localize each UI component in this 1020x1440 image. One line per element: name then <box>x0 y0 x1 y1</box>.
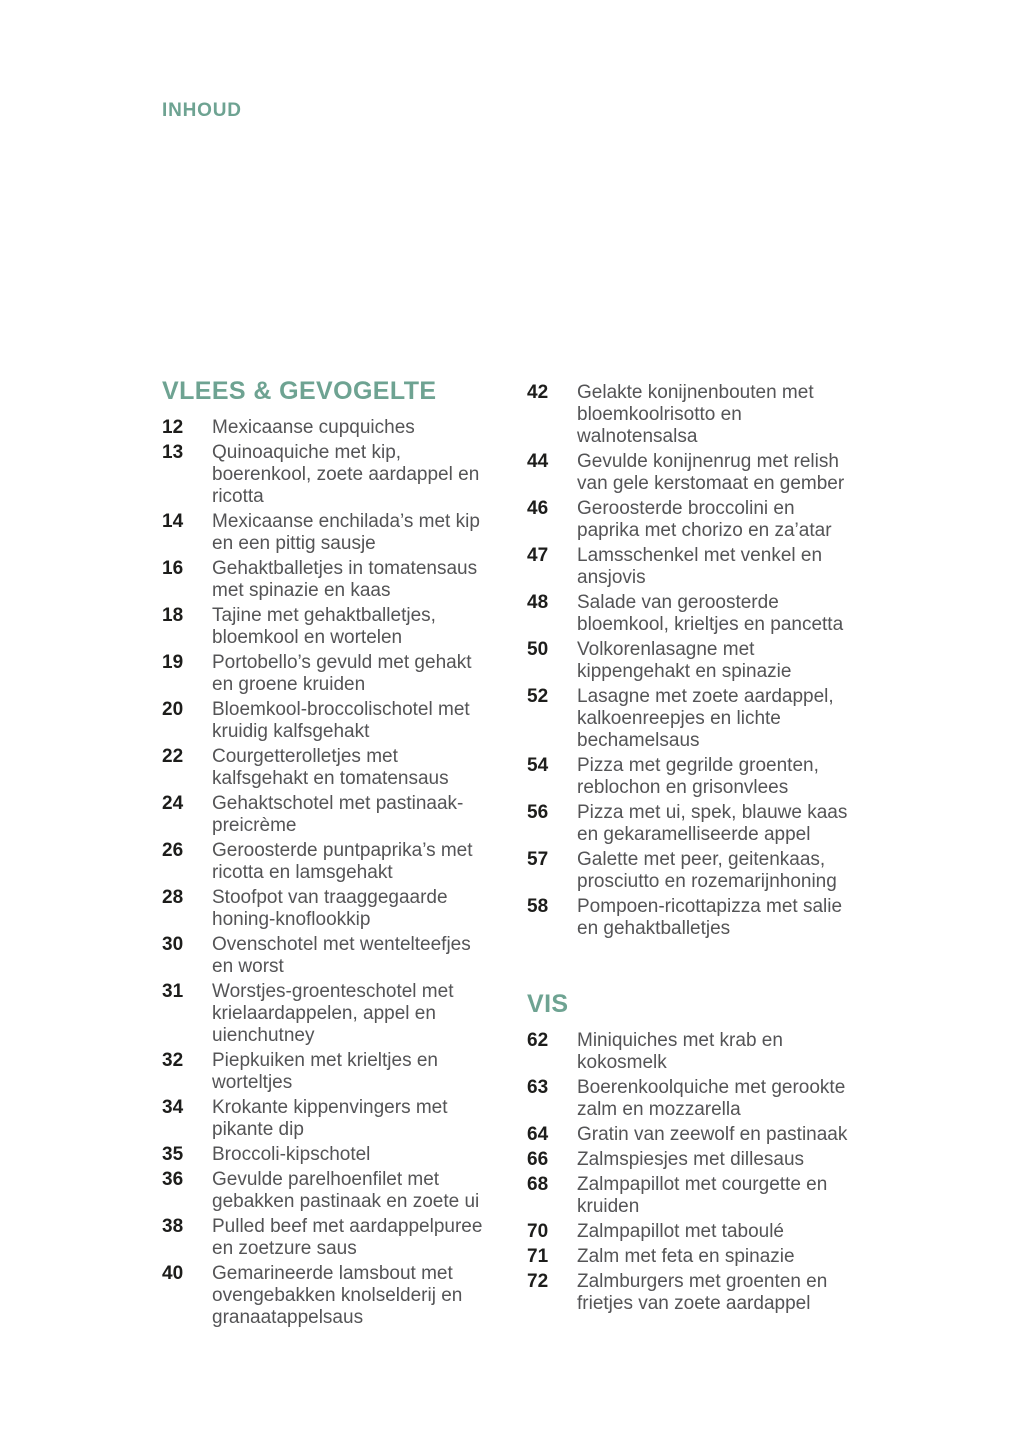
toc-entry <box>162 605 527 649</box>
toc-entry <box>162 442 527 508</box>
toc-entry <box>162 1263 527 1329</box>
toc-entry <box>162 1097 527 1141</box>
toc-entry <box>527 1124 862 1146</box>
toc-entry-page-number: 13 <box>162 442 184 463</box>
toc-entry-page-number: 56 <box>527 802 549 823</box>
toc-entry-title: Zalmspiesjes met dillesaus <box>577 1149 805 1170</box>
toc-entry-page-number: 54 <box>527 755 549 776</box>
toc-entry <box>527 382 862 448</box>
toc-entry-page-number: 31 <box>162 981 184 1002</box>
toc-entry-page-number: 38 <box>162 1216 184 1237</box>
toc-entry-title: Krokante kippenvingers met pikante dip <box>212 1097 448 1140</box>
toc-entry <box>527 1030 862 1074</box>
toc-entry-title: Lasagne met zoete aardappel, kalkoenreepjes en lichte bechamelsaus <box>577 686 834 751</box>
toc-entry-title: Gevulde parelhoenfilet met gebakken pastinaak en zoete ui <box>212 1169 480 1212</box>
section-title: VLEES & GEVOGELTE <box>162 377 437 405</box>
toc-entry-title: Gelakte konijnenbouten met bloemkoolrisotto en walnotensalsa <box>577 382 814 447</box>
toc-entry-title: Courgetterolletjes met kalfsgehakt en tomatensaus <box>212 746 449 789</box>
toc-entry <box>162 558 527 602</box>
toc-entry <box>162 699 527 743</box>
toc-entry-page-number: 62 <box>527 1030 549 1051</box>
toc-entry <box>162 981 527 1047</box>
toc-section <box>527 377 862 940</box>
toc-entry-title: Pompoen-ricottapizza met salie en gehaktballetjes <box>577 896 843 939</box>
toc-entry-page-number: 30 <box>162 934 184 955</box>
toc-entry-page-number: 64 <box>527 1124 549 1145</box>
toc-entry-title: Galette met peer, geitenkaas, prosciutto en rozemarijnhoning <box>577 849 837 892</box>
toc-entry-page-number: 68 <box>527 1174 549 1195</box>
toc-entry-title: Bloemkool-broccolischotel met kruidig kalfsgehakt <box>212 699 470 742</box>
toc-entry <box>527 802 862 846</box>
toc-entry <box>527 1246 862 1268</box>
toc-entry-page-number: 47 <box>527 545 549 566</box>
toc-entry <box>162 934 527 978</box>
toc-entry-title: Pizza met ui, spek, blauwe kaas en gekaramelliseerde appel <box>577 802 848 845</box>
toc-section <box>162 377 527 1329</box>
toc-entry-page-number: 26 <box>162 840 184 861</box>
toc-entry-page-number: 52 <box>527 686 549 707</box>
toc-entry-title: Broccoli-kipschotel <box>212 1144 371 1165</box>
toc-entry-title: Mexicaanse enchilada’s met kip en een pittig sausje <box>212 511 480 554</box>
toc-entry <box>527 755 862 799</box>
toc-column-right <box>527 377 862 1318</box>
toc-entry-title: Zalm met feta en spinazie <box>577 1246 795 1267</box>
toc-entry <box>527 1077 862 1121</box>
toc-entry-page-number: 32 <box>162 1050 184 1071</box>
toc-entry-title: Salade van geroosterde bloemkool, krieltjes en pancetta <box>577 592 844 635</box>
section-title: VIS <box>527 990 569 1018</box>
toc-entry-title: Mexicaanse cupquiches <box>212 417 415 438</box>
toc-entry <box>162 887 527 931</box>
toc-entry <box>527 849 862 893</box>
toc-entry <box>527 1174 862 1218</box>
toc-entry <box>162 1144 527 1166</box>
toc-entry-page-number: 12 <box>162 417 184 438</box>
toc-entry-page-number: 20 <box>162 699 184 720</box>
toc-entry <box>162 1050 527 1094</box>
toc-entry <box>527 686 862 752</box>
toc-entry-title: Gemarineerde lamsbout met ovengebakken knolselderij en granaatappelsaus <box>212 1263 463 1328</box>
toc-entry-page-number: 50 <box>527 639 549 660</box>
toc-entry <box>162 793 527 837</box>
toc-entry-title: Portobello’s gevuld met gehakt en groene kruiden <box>212 652 472 695</box>
toc-entry <box>162 840 527 884</box>
toc-entry <box>527 545 862 589</box>
toc-entry-title: Boerenkoolquiche met gerookte zalm en mozzarella <box>577 1077 846 1120</box>
toc-entry-page-number: 22 <box>162 746 184 767</box>
toc-entry <box>527 592 862 636</box>
toc-entry-page-number: 14 <box>162 511 184 532</box>
page-header-label: INHOUD <box>162 100 242 121</box>
toc-entry-page-number: 24 <box>162 793 184 814</box>
toc-entry-title: Volkorenlasagne met kippengehakt en spinazie <box>577 639 792 682</box>
toc-entry <box>162 1169 527 1213</box>
toc-entry-title: Miniquiches met krab en kokosmelk <box>577 1030 783 1073</box>
toc-entry-title: Gehaktballetjes in tomatensaus met spinazie en kaas <box>212 558 478 601</box>
toc-entry-page-number: 58 <box>527 896 549 917</box>
toc-column-left <box>162 377 527 1332</box>
toc-entry <box>162 417 527 439</box>
toc-entry-page-number: 42 <box>527 382 549 403</box>
toc-columns <box>162 377 862 1332</box>
toc-entry-title: Ovenschotel met wentelteefjes en worst <box>212 934 471 977</box>
toc-entry-page-number: 71 <box>527 1246 549 1267</box>
toc-entry-page-number: 40 <box>162 1263 184 1284</box>
toc-entry-title: Gratin van zeewolf en pastinaak <box>577 1124 848 1145</box>
toc-entry-title: Gehaktschotel met pastinaak-preicrème <box>212 793 464 836</box>
toc-entry-page-number: 66 <box>527 1149 549 1170</box>
toc-entry-page-number: 35 <box>162 1144 184 1165</box>
toc-entry-title: Geroosterde broccolini en paprika met chorizo en za’atar <box>577 498 832 541</box>
toc-entry-title: Zalmpapillot met courgette en kruiden <box>577 1174 828 1217</box>
toc-entry-page-number: 18 <box>162 605 184 626</box>
toc-entry-title: Pizza met gegrilde groenten, reblochon en grisonvlees <box>577 755 819 798</box>
toc-entry-page-number: 34 <box>162 1097 184 1118</box>
toc-entry <box>162 511 527 555</box>
toc-entry <box>527 1271 862 1315</box>
toc-entry-page-number: 44 <box>527 451 549 472</box>
toc-entry-page-number: 19 <box>162 652 184 673</box>
toc-entry-page-number: 72 <box>527 1271 549 1292</box>
toc-entry <box>527 451 862 495</box>
toc-entry-title: Geroosterde puntpaprika’s met ricotta en lamsgehakt <box>212 840 473 883</box>
toc-entry-title: Quinoaquiche met kip, boerenkool, zoete aardappel en ricotta <box>212 442 480 507</box>
toc-entry-page-number: 57 <box>527 849 549 870</box>
toc-entry <box>527 1149 862 1171</box>
toc-entry-page-number: 36 <box>162 1169 184 1190</box>
toc-entry-page-number: 48 <box>527 592 549 613</box>
toc-entry <box>527 498 862 542</box>
toc-entry-page-number: 28 <box>162 887 184 908</box>
toc-entry-title: Tajine met gehaktballetjes, bloemkool en wortelen <box>212 605 436 648</box>
toc-entry <box>527 639 862 683</box>
toc-entry-page-number: 63 <box>527 1077 549 1098</box>
toc-entry <box>527 896 862 940</box>
toc-entry <box>162 1216 527 1260</box>
toc-entry-title: Zalmpapillot met taboulé <box>577 1221 784 1242</box>
toc-entry-title: Gevulde konijnenrug met relish van gele kerstomaat en gember <box>577 451 845 494</box>
toc-entry-title: Zalmburgers met groenten en frietjes van zoete aardappel <box>577 1271 828 1314</box>
toc-entry-title: Lamsschenkel met venkel en ansjovis <box>577 545 823 588</box>
toc-entry <box>162 746 527 790</box>
toc-entry <box>527 1221 862 1243</box>
toc-entry-page-number: 70 <box>527 1221 549 1242</box>
toc-entry-title: Stoofpot van traaggegaarde honing-knoflookkip <box>212 887 448 930</box>
toc-section <box>527 990 862 1315</box>
toc-entry <box>162 652 527 696</box>
toc-entry-title: Piepkuiken met krieltjes en worteltjes <box>212 1050 438 1093</box>
toc-entry-title: Pulled beef met aardappelpuree en zoetzure saus <box>212 1216 483 1259</box>
toc-entry-page-number: 16 <box>162 558 184 579</box>
toc-entry-page-number: 46 <box>527 498 549 519</box>
toc-entry-title: Worstjes-groenteschotel met krielaardappelen, appel en uienchutney <box>212 981 454 1046</box>
